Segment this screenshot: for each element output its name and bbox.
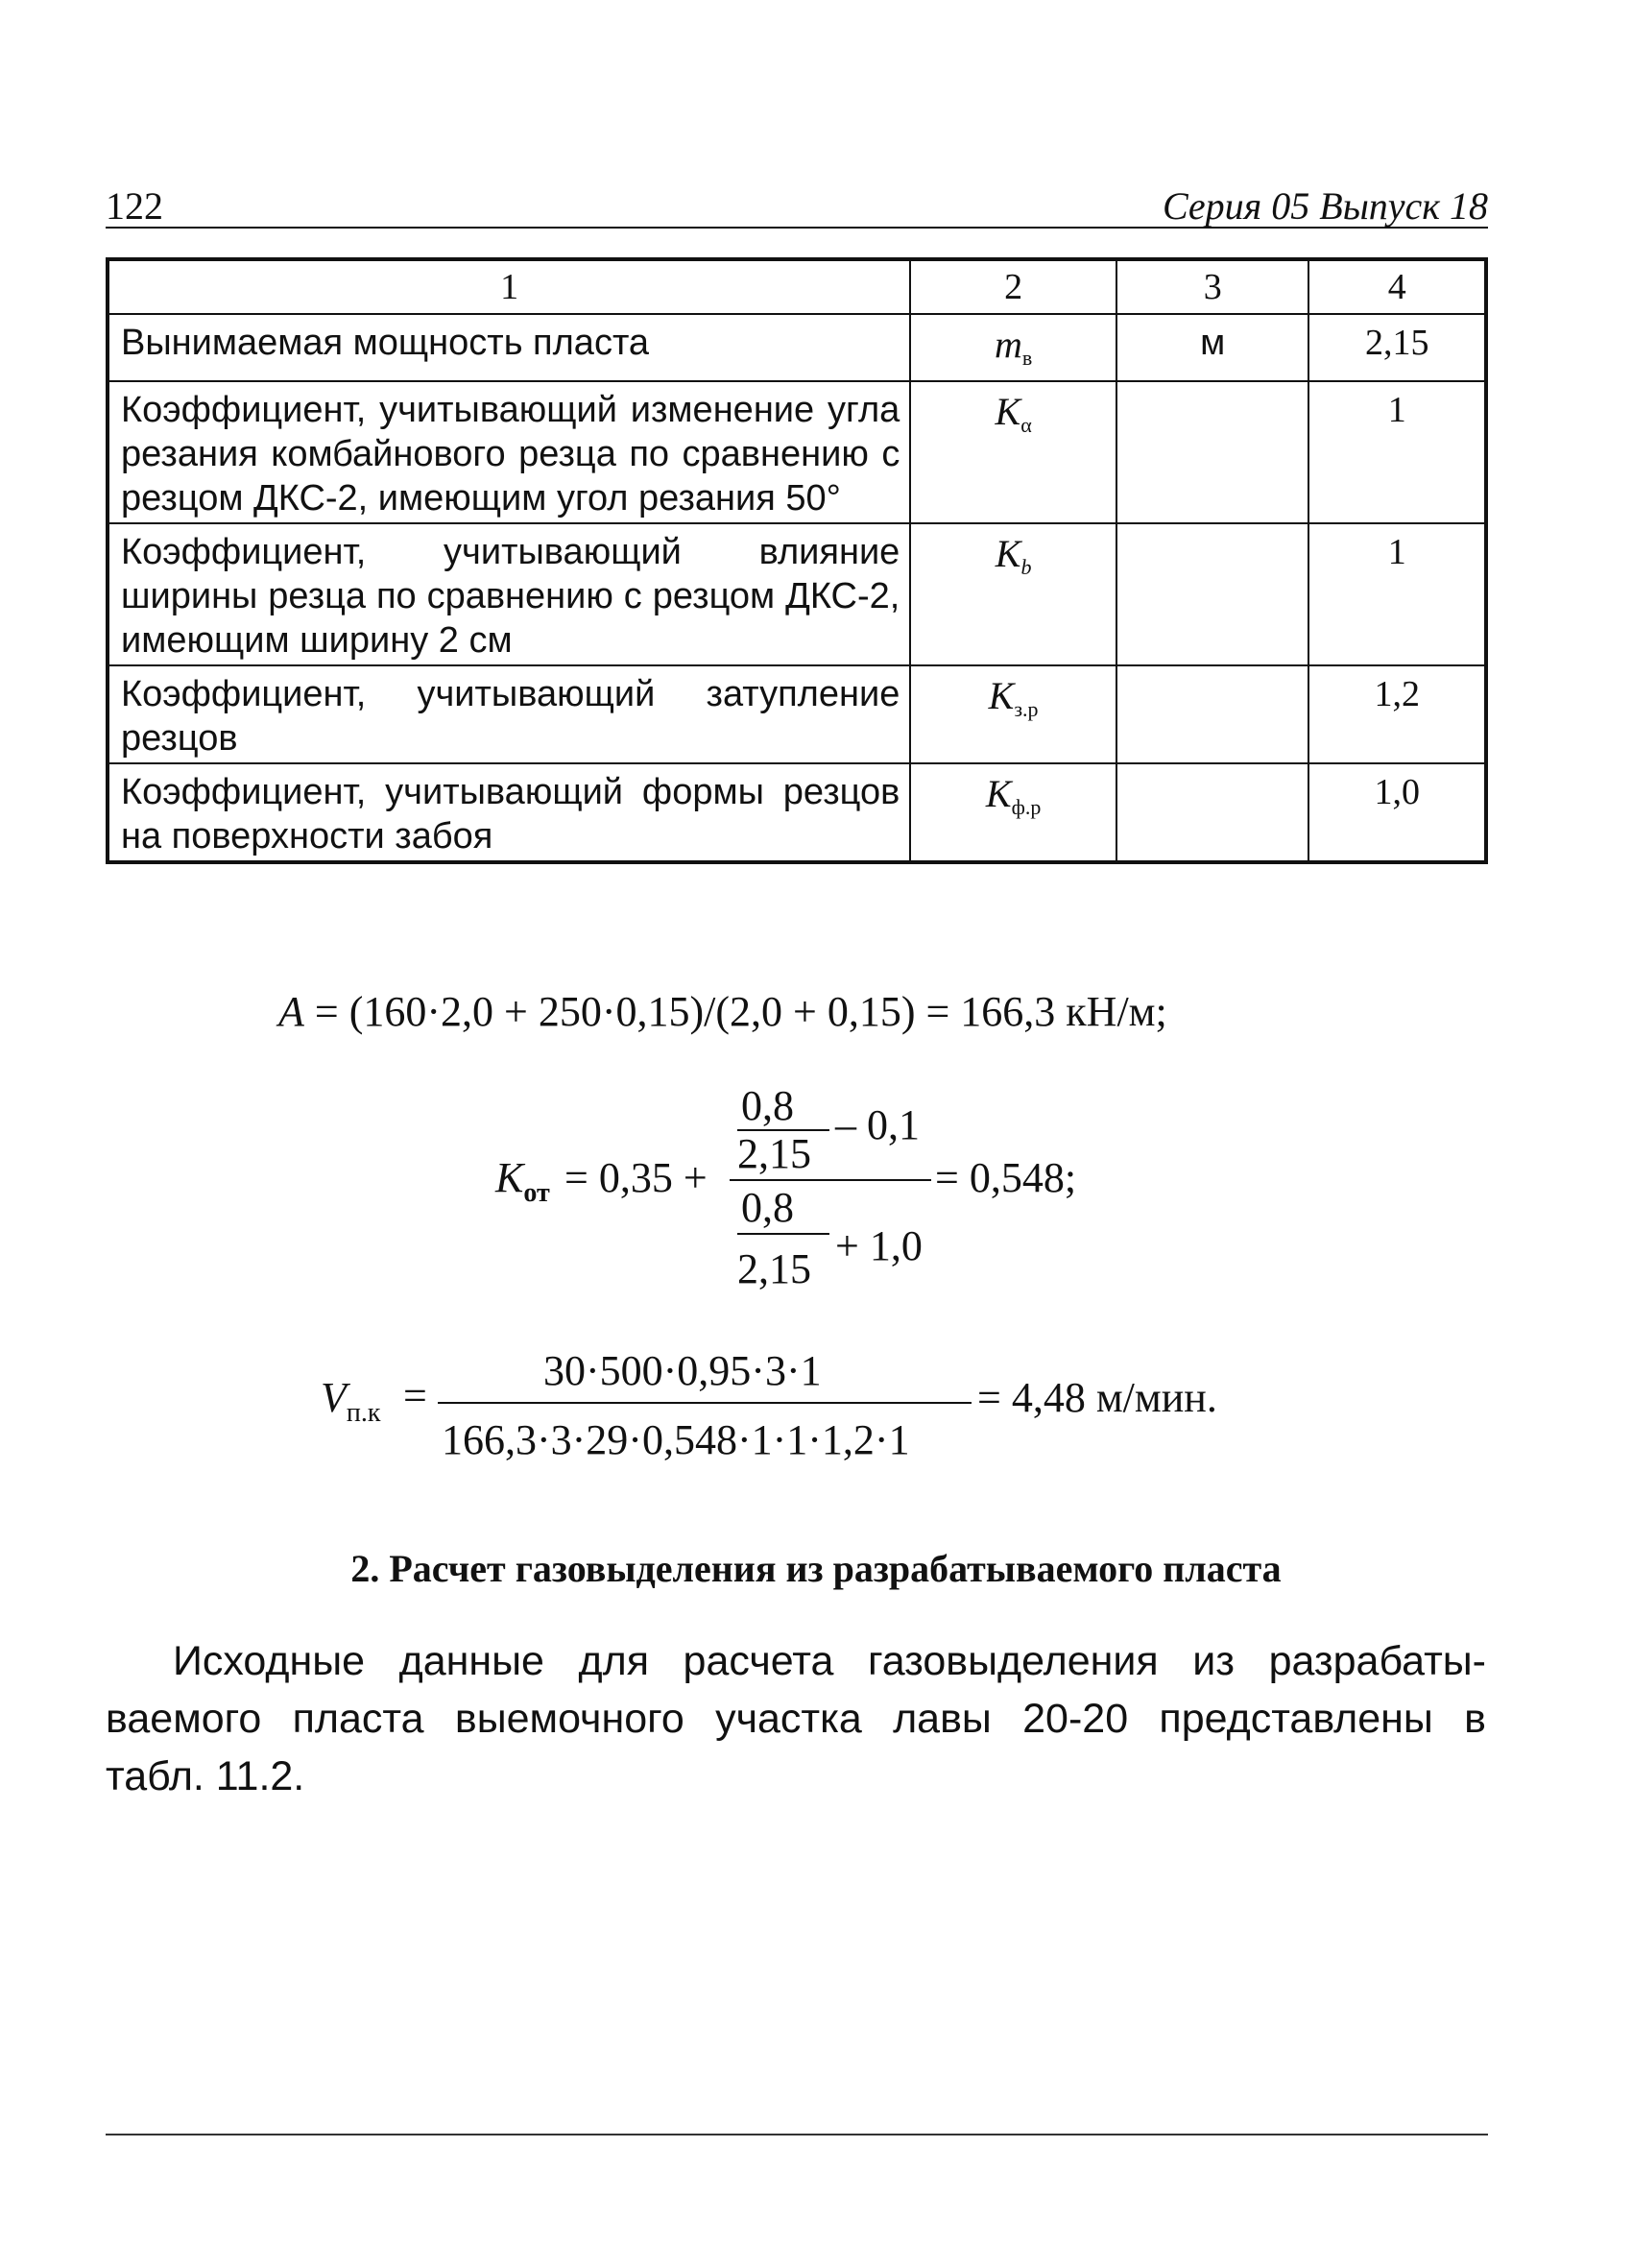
vpk-result: = 4,48 м/мин. — [977, 1374, 1217, 1421]
page-number: 122 — [106, 184, 163, 228]
row-symbol: $K_{з.р}$ — [910, 665, 1116, 763]
column-number-1: 1 — [108, 259, 910, 314]
row-description: Коэффициент, учитывающий затупление резцов — [108, 665, 910, 763]
body-paragraph — [106, 1632, 1486, 1805]
kot-num-frac-top: 0,8 — [741, 1082, 794, 1129]
kot-den-tail: + 1,0 — [835, 1222, 923, 1269]
column-number-4: 4 — [1308, 259, 1486, 314]
paragraph-line: Исходные данные для расчета газовыделения из разрабаты- — [173, 1638, 1486, 1684]
kot-num-tail: – 0,1 — [835, 1101, 920, 1148]
vpk-variable: $V_{п.к}$ — [321, 1374, 381, 1428]
kot-num-frac-bottom: 2,15 — [737, 1130, 811, 1177]
kot-den-frac-bottom: 2,15 — [737, 1245, 811, 1292]
vpk-denominator: 166,3·3·29·0,548·1·1·1,2·1 — [442, 1416, 910, 1463]
vpk-numerator: 30·500·0,95·3·1 — [543, 1347, 822, 1394]
formula-a: A = (160·2,0 + 250·0,15)/(2,0 + 0,15) = 166,3 кН/м; — [278, 988, 1167, 1035]
kot-result: = 0,548; — [935, 1154, 1077, 1201]
row-value: 1,2 — [1308, 665, 1486, 763]
row-symbol: $m_в$ — [910, 314, 1116, 381]
kot-variable: $K_{от}$ — [495, 1154, 550, 1208]
kot-lhs-rest: = 0,35 + — [564, 1154, 708, 1201]
kot-den-frac-top: 0,8 — [741, 1184, 794, 1231]
kot-den-inner-fraction-line — [737, 1233, 829, 1235]
section-title: 2. Расчет газовыделения из разрабатываемого пласта — [350, 1547, 1282, 1590]
row-value: 1 — [1308, 381, 1486, 523]
row-description: Коэффициент, учитывающий формы резцов на поверхности забоя — [108, 763, 910, 862]
row-value: 1,0 — [1308, 763, 1486, 862]
running-title: Серия 05 Выпуск 18 — [1162, 184, 1488, 228]
row-symbol: $K_b$ — [910, 523, 1116, 665]
row-symbol: $K_\alpha$ — [910, 381, 1116, 523]
vpk-equals: = — [403, 1372, 427, 1419]
paragraph-line: табл. 11.2. — [106, 1753, 305, 1799]
column-number-3: 3 — [1116, 259, 1309, 314]
row-value: 1 — [1308, 523, 1486, 665]
kot-main-fraction-line — [730, 1179, 931, 1181]
vpk-fraction-line — [438, 1402, 972, 1404]
row-unit: м — [1116, 314, 1309, 381]
row-description: Коэффициент, учитывающий влияние ширины резца по сравнению с резцом ДКС-2, имеющим ширину 2 см — [108, 523, 910, 665]
row-value: 2,15 — [1308, 314, 1486, 381]
paragraph-line: ваемого пласта выемочного участка лавы 20-20 представлены в — [106, 1696, 1486, 1742]
row-description: Коэффициент, учитывающий изменение угла резания комбайнового резца по сравнению с резцом ДКС-2, имеющим угол резания 50° — [108, 381, 910, 523]
footer-rule — [106, 2134, 1488, 2135]
row-symbol: $K_{ф.р}$ — [910, 763, 1116, 862]
column-number-2: 2 — [910, 259, 1116, 314]
row-description: Вынимаемая мощность пласта — [108, 314, 910, 381]
